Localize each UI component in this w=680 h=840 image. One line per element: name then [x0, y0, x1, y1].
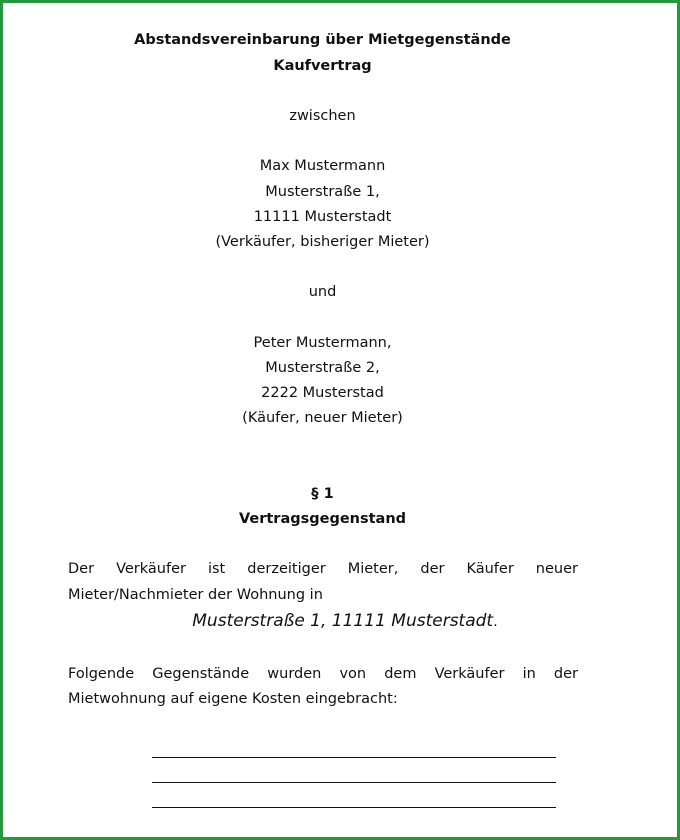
between-text: zwischen — [289, 108, 356, 124]
section-number: § 1 — [311, 486, 334, 502]
buyer-role: (Käufer, neuer Mieter) — [242, 410, 403, 426]
paragraph2-line1: Folgende Gegenstände wurden von dem Verkäufer in der — [68, 666, 578, 682]
property-address-period: . — [493, 614, 498, 630]
buyer-city: 2222 Musterstad — [261, 385, 384, 401]
document-title: Abstandsvereinbarung über Mietgegenstände — [134, 32, 511, 48]
paragraph1-line2: Mieter/Nachmieter der Wohnung in — [68, 587, 323, 603]
item-blank-line — [152, 782, 556, 783]
item-blank-line — [152, 757, 556, 758]
seller-name: Max Mustermann — [259, 158, 386, 174]
seller-city: 11111 Musterstadt — [253, 209, 392, 225]
property-address — [0, 610, 680, 632]
seller-street: Musterstraße 1, — [265, 184, 380, 200]
paragraph2-line2: Mietwohnung auf eigene Kosten eingebracht: — [68, 691, 398, 707]
document-subtitle: Kaufvertrag — [273, 58, 372, 74]
buyer-name: Peter Mustermann, — [253, 335, 392, 351]
buyer-street: Musterstraße 2, — [265, 360, 380, 376]
and-text: und — [308, 284, 337, 300]
item-blank-line — [152, 807, 556, 808]
seller-role: (Verkäufer, bisheriger Mieter) — [215, 234, 430, 250]
section-title: Vertragsgegenstand — [238, 511, 407, 527]
property-address-text: Musterstraße 1, 11111 Musterstadt — [192, 611, 494, 631]
paragraph1-line1: Der Verkäufer ist derzeitiger Mieter, der Käufer neuer — [68, 561, 578, 577]
